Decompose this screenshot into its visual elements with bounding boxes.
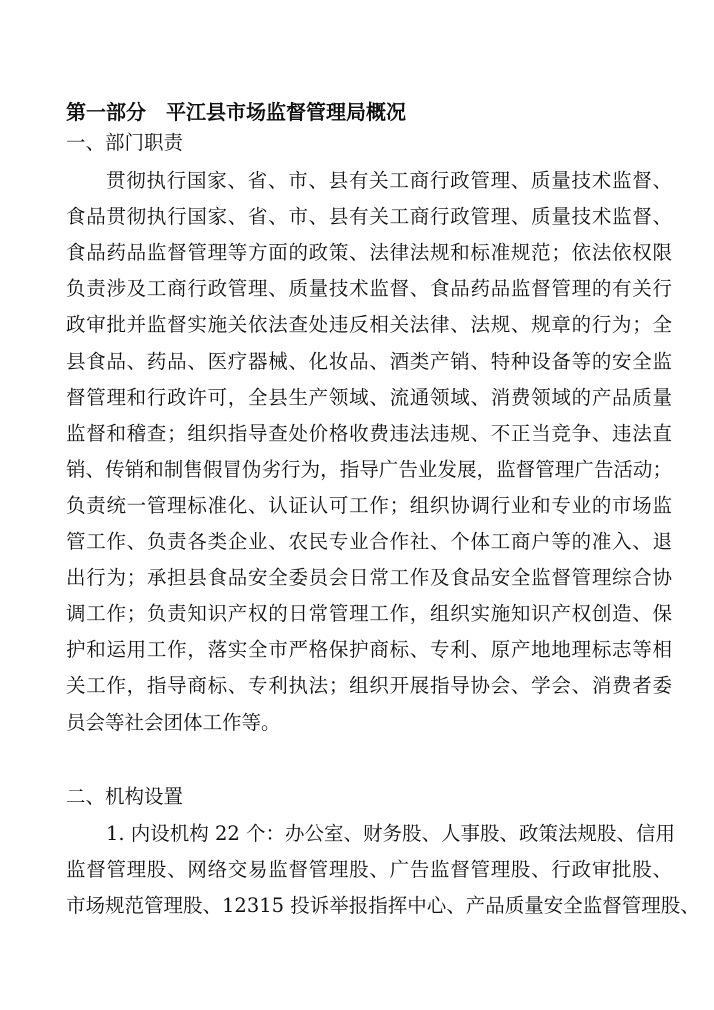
text-line: 监督管理股、网络交易监督管理股、广告监督管理股、行政审批股、 — [66, 858, 672, 882]
text-line: 县食品、药品、医疗器械、化妆品、酒类产销、特种设备等的安全监 — [66, 349, 672, 373]
text-line: 关工作，指导商标、专利执法；组织开展指导协会、学会、消费者委 — [66, 674, 672, 698]
section-heading-organization: 二、机构设置 — [66, 785, 184, 808]
text-line: 市场规范管理股、12315 投诉举报指挥中心、产品质量安全监督管理股、 — [66, 894, 700, 918]
text-line: 政审批并监督实施关依法查处违反相关法律、法规、规章的行为；全 — [66, 313, 672, 337]
section-heading-duties: 一、部门职责 — [66, 131, 184, 154]
text-line: 督管理和行政许可，全县生产领域、流通领域、消费领域的产品质量 — [66, 385, 672, 409]
text-line: 销、传销和制售假冒伪劣行为，指导广告业发展，监督管理广告活动； — [66, 457, 672, 481]
text-line: 负责涉及工商行政管理、质量技术监督、食品药品监督管理的有关行 — [66, 277, 672, 301]
page-title: 第一部分 平江县市场监督管理局概况 — [66, 100, 406, 124]
text-line: 出行为；承担县食品安全委员会日常工作及食品安全监督管理综合协 — [66, 566, 672, 590]
text-line: 负责统一管理标准化、认证认可工作；组织协调行业和专业的市场监 — [66, 493, 672, 517]
text-line: 管工作、负责各类企业、农民专业合作社、个体工商户等的准入、退 — [66, 530, 672, 553]
text-line: 护和运用工作，落实全市严格保护商标、专利、原产地地理标志等相 — [66, 638, 672, 662]
text-line: 员会等社会团体工作等。 — [66, 710, 281, 734]
text-line: 监督和稽查；组织指导查处价格收费违法违规、不正当竞争、违法直 — [66, 421, 672, 445]
text-line: 调工作；负责知识产权的日常管理工作，组织实施知识产权创造、保 — [66, 602, 672, 626]
text-line: 1. 内设机构 22 个：办公室、财务股、人事股、政策法规股、信用 — [106, 822, 676, 845]
text-line: 食品药品监督管理等方面的政策、法律法规和标准规范；依法依权限 — [66, 241, 672, 265]
text-line: 贯彻执行国家、省、市、县有关工商行政管理、质量技术监督、 — [106, 169, 672, 192]
text-line: 食品贯彻执行国家、省、市、县有关工商行政管理、质量技术监督、 — [66, 205, 672, 229]
